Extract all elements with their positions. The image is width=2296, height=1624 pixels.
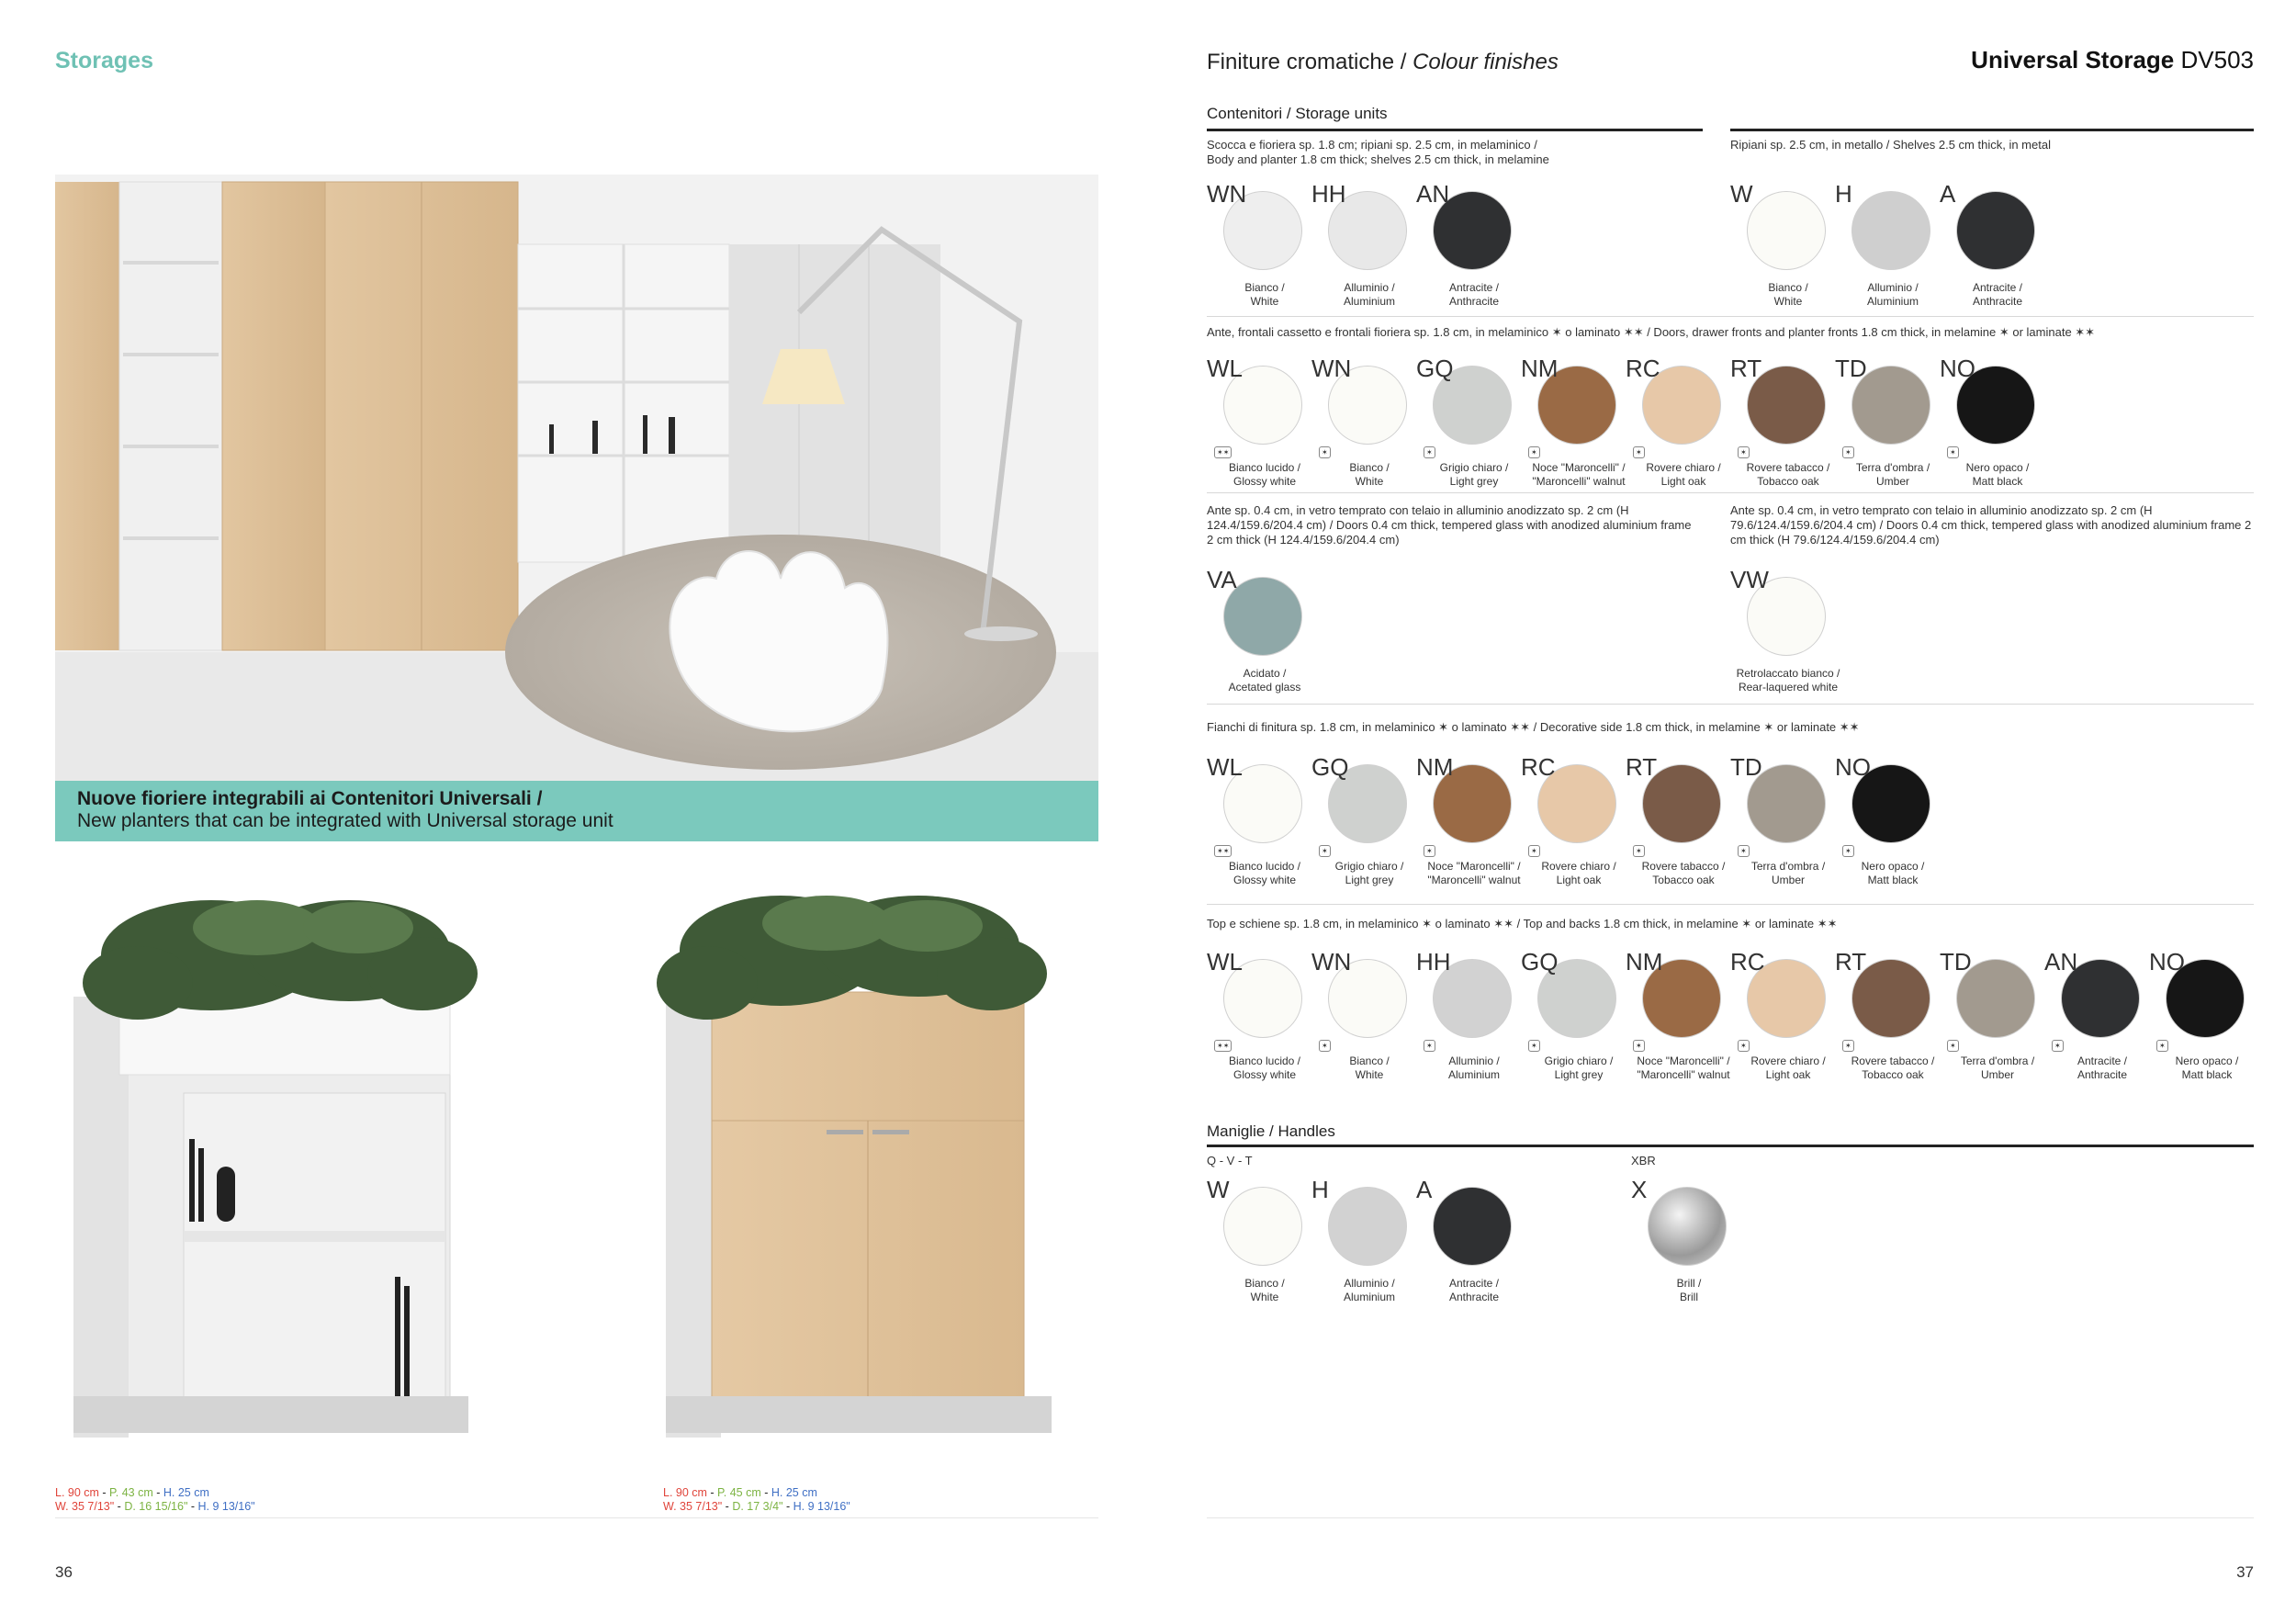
finish-type-mark: ✶ [1842,446,1854,458]
swatch-code: NM [1626,948,1663,976]
swatch-vw [1730,568,1859,696]
swatch-no [1940,355,2068,488]
swatch-code: WL [1207,355,1243,382]
swatch-code: TD [1940,948,1972,976]
banner-title-en: New planters that can be integrated with Universal storage unit [77,810,613,831]
swatch-name: Alluminio / Aluminium [1343,1277,1395,1303]
swatch-name: Antracite / Anthracite [1972,281,2023,308]
swatch-color-dot [1328,1187,1407,1266]
page-number-left: 36 [55,1563,73,1581]
finish-type-mark: ✶ [1738,446,1750,458]
finish-type-mark: ✶ [1424,446,1435,458]
glass-desc-2: Ante sp. 0.4 cm, in vetro temprato con telaio in alluminio anodizzato sp. 2 cm (H 79.6/124.4/159.6/204.4 cm) / Doors 0.4 cm thick, tempered glass with anodized aluminium frame 2 cm thick (H 79.6/124.4/159.6/204.4 cm) [1730,503,2252,547]
swatch-code: HH [1416,948,1451,976]
swatch-color-dot [1223,1187,1302,1266]
swatch-name: Nero opaco / Matt black [1861,860,1925,886]
finish-type-mark: ✶✶ [1214,1040,1232,1052]
finish-type-mark: ✶✶ [1214,446,1232,458]
swatch-code: A [1416,1176,1433,1203]
swatch-va [1207,568,1335,696]
finishes-heading: Finiture cromatiche / Colour finishes [1207,50,1559,74]
swatch-code: A [1940,180,1956,208]
swatch-name: Antracite / Anthracite [2077,1054,2128,1081]
swatch-name: Grigio chiaro / Light grey [1439,461,1509,488]
swatch-code: WN [1311,355,1352,382]
finish-type-mark: ✶ [1424,845,1435,857]
swatch-code: NO [2149,948,2185,976]
finish-type-mark: ✶✶ [1214,845,1232,857]
swatch-name: Rovere tabacco / Tobacco oak [1746,461,1830,488]
finish-type-mark: ✶ [1319,1040,1331,1052]
swatch-code: NO [1835,753,1871,781]
handles-group-1: Q - V - T [1207,1154,1253,1167]
swatch-code: TD [1730,753,1762,781]
finish-type-mark: ✶ [1947,1040,1959,1052]
swatch-a [1416,1178,1545,1306]
swatch-name: Terra d'ombra / Umber [1855,461,1930,488]
swatch-an [1416,182,1545,310]
swatch-name: Acidato / Acetated glass [1228,667,1301,694]
swatch-code: WN [1207,180,1247,208]
rule-2 [1207,492,2254,493]
swatch-name: Noce "Maroncelli" / "Maroncelli" walnut [1532,461,1626,488]
section-title: Storages [55,48,153,73]
swatch-code: RT [1835,948,1867,976]
finish-type-mark: ✶ [1633,446,1645,458]
swatch-x [1631,1178,1760,1306]
swatch-color-dot [1747,191,1826,270]
swatch-name: Grigio chiaro / Light grey [1544,1054,1614,1081]
swatch-name: Rovere chiaro / Light oak [1541,860,1616,886]
bottom-divider-left [55,1517,1098,1518]
finish-type-mark: ✶ [1424,1040,1435,1052]
swatch-name: Terra d'ombra / Umber [1750,860,1826,886]
swatch-name: Alluminio / Aluminium [1447,1054,1500,1081]
swatch-name: Rovere chiaro / Light oak [1750,1054,1826,1081]
swatch-color-dot [1851,191,1930,270]
finish-type-mark: ✶ [1633,1040,1645,1052]
swatch-code: X [1631,1176,1648,1203]
swatch-name: Nero opaco / Matt black [2175,1054,2239,1081]
swatch-code: RT [1626,753,1658,781]
brand-title: Universal Storage DV503 [1971,46,2254,73]
swatch-name: Brill / Brill [1676,1277,1702,1303]
swatch-code: W [1207,1176,1230,1203]
finish-type-mark: ✶ [1319,845,1331,857]
swatch-name: Antracite / Anthracite [1448,281,1500,308]
top-desc: Top e schiene sp. 1.8 cm, in melaminico ✶ o laminato ✶✶ / Top and backs 1.8 cm thick, in melamine ✶ or laminate ✶✶ [1207,917,1838,930]
swatch-code: GQ [1521,948,1559,976]
swatch-color-dot [1433,1187,1512,1266]
rule-storage-right [1730,129,2254,131]
banner-title-it: Nuove fioriere integrabili ai Contenitori Universali / [77,788,543,809]
swatch-code: NM [1416,753,1454,781]
swatch-code: RC [1626,355,1660,382]
swatch-name: Alluminio / Aluminium [1343,281,1395,308]
swatch-no [1835,755,1964,884]
rule-1 [1207,316,2254,317]
swatch-code: H [1311,1176,1329,1203]
hero-photo-storage-room [55,175,1098,781]
storage-units-title: Contenitori / Storage units [1207,105,1388,122]
swatch-name: Antracite / Anthracite [1448,1277,1500,1303]
swatch-name: Noce "Maroncelli" / "Maroncelli" walnut [1427,860,1521,886]
doors-desc: Ante, frontali cassetto e frontali fioriera sp. 1.8 cm, in melaminico ✶ o laminato ✶✶ / Doors, drawer fronts and planter fronts 1.8 cm thick, in melamine ✶ or laminate ✶✶ [1207,325,2096,339]
glass-desc-1: Ante sp. 0.4 cm, in vetro temprato con telaio in alluminio anodizzato sp. 2 cm (H 124.4/159.6/204.4 cm) / Doors 0.4 cm thick, tempered glass with anodized aluminium frame 2 cm thick (H 124.4/159.6/204.4 cm) [1207,503,1692,547]
swatch-name: Terra d'ombra / Umber [1960,1054,2035,1081]
finish-type-mark: ✶ [1633,845,1645,857]
swatch-color-dot [1648,1187,1727,1266]
swatch-code: RT [1730,355,1762,382]
swatch-name: Bianco lucido / Glossy white [1228,1054,1301,1081]
finish-type-mark: ✶ [1528,446,1540,458]
swatch-name: Bianco lucido / Glossy white [1228,461,1301,488]
finish-type-mark: ✶ [2156,1040,2168,1052]
finish-type-mark: ✶ [1947,446,1959,458]
product1-dimensions: L. 90 cm - P. 43 cm - H. 25 cm W. 35 7/13" - D. 16 15/16" - H. 9 13/16" [55,1486,255,1513]
swatch-code: AN [1416,180,1450,208]
swatch-no [2149,948,2278,1081]
rule-handles [1207,1145,2254,1147]
finish-type-mark: ✶ [1738,1040,1750,1052]
swatch-a [1940,182,2068,310]
swatch-code: VA [1207,566,1237,593]
swatch-code: RC [1730,948,1765,976]
swatch-code: NM [1521,355,1559,382]
finish-type-mark: ✶ [1842,1040,1854,1052]
swatch-name: Retrolaccato bianco / Rear-laquered white [1736,667,1840,694]
swatch-name: Bianco / White [1244,281,1285,308]
handles-group-2: XBR [1631,1154,1656,1167]
swatch-name: Bianco / White [1244,1277,1285,1303]
page-number-right: 37 [2236,1563,2254,1581]
swatch-name: Bianco / White [1349,1054,1390,1081]
finish-type-mark: ✶ [1528,1040,1540,1052]
swatch-name: Nero opaco / Matt black [1965,461,2030,488]
side-desc: Fianchi di finitura sp. 1.8 cm, in melaminico ✶ o laminato ✶✶ / Decorative side 1.8 cm thick, in melamine ✶ or laminate ✶✶ [1207,720,1860,734]
finish-type-mark: ✶ [1528,845,1540,857]
swatch-code: WN [1311,948,1352,976]
product2-dimensions: L. 90 cm - P. 45 cm - H. 25 cm W. 35 7/13" - D. 17 3/4" - H. 9 13/16" [663,1486,850,1513]
swatch-code: HH [1311,180,1346,208]
rule-storage-left [1207,129,1703,131]
finish-type-mark: ✶ [1319,446,1331,458]
swatch-code: AN [2044,948,2078,976]
rule-4 [1207,904,2254,905]
planters-banner [55,781,1098,841]
swatch-code: VW [1730,566,1769,593]
body-desc: Scocca e fioriera sp. 1.8 cm; ripiani sp. 2.5 cm, in melaminico / Body and planter 1.8 cm thick; shelves 2.5 cm thick, in melamine [1207,138,1549,166]
swatch-code: WL [1207,753,1243,781]
finish-type-mark: ✶ [1738,845,1750,857]
swatch-code: GQ [1416,355,1454,382]
product-open-planter [55,863,514,1470]
swatch-name: Bianco / White [1768,281,1808,308]
swatch-code: H [1835,180,1852,208]
finish-type-mark: ✶ [1842,845,1854,857]
swatch-color-dot [1956,191,2035,270]
finish-type-mark: ✶ [2052,1040,2064,1052]
swatch-name: Bianco / White [1349,461,1390,488]
shelves-desc: Ripiani sp. 2.5 cm, in metallo / Shelves 2.5 cm thick, in metal [1730,138,2051,152]
swatch-code: NO [1940,355,1975,382]
swatch-code: RC [1521,753,1556,781]
handles-title: Maniglie / Handles [1207,1122,1335,1140]
swatch-name: Noce "Maroncelli" / "Maroncelli" walnut [1637,1054,1730,1081]
swatch-name: Rovere tabacco / Tobacco oak [1641,860,1726,886]
rule-3 [1207,704,2254,705]
bottom-divider-right [1207,1517,2254,1518]
swatch-code: W [1730,180,1753,208]
product-door-planter [643,863,1102,1470]
swatch-name: Alluminio / Aluminium [1866,281,1919,308]
swatch-code: GQ [1311,753,1349,781]
swatch-code: WL [1207,948,1243,976]
swatch-code: TD [1835,355,1867,382]
swatch-name: Rovere tabacco / Tobacco oak [1851,1054,1935,1081]
swatch-name: Rovere chiaro / Light oak [1646,461,1721,488]
swatch-name: Grigio chiaro / Light grey [1334,860,1404,886]
swatch-name: Bianco lucido / Glossy white [1228,860,1301,886]
